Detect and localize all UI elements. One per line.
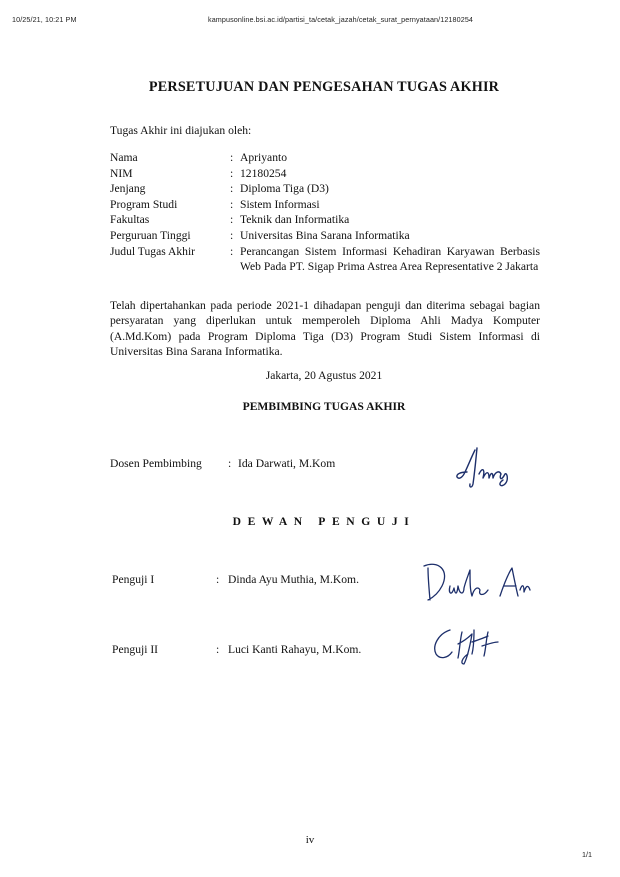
examiner-label: Penguji II bbox=[112, 643, 159, 656]
field-label: Jenjang bbox=[110, 182, 146, 196]
field-row-fakultas bbox=[110, 212, 540, 228]
field-colon: : bbox=[230, 213, 234, 227]
examiner-2-signature bbox=[428, 622, 508, 666]
approval-paragraph: Telah dipertahankan pada periode 2021-1 dihadapan penguji dan diterima sebagai bagian persyaratan yang diperlukan untuk memperoleh Diploma Ahli Madya Komputer (A.Md.Kom) pada Program Diploma Tiga (D3) Program Studi Sistem Informasi di Universitas Bina Sarana Informatika. bbox=[110, 299, 540, 359]
examiner-row-1 bbox=[112, 573, 392, 589]
examiners-heading: DEWAN PENGUJI bbox=[232, 515, 416, 528]
field-colon: : bbox=[230, 197, 234, 211]
field-colon: : bbox=[230, 166, 234, 180]
field-label: NIM bbox=[110, 166, 133, 180]
document-title: PERSETUJUAN DAN PENGESAHAN TUGAS AKHIR bbox=[148, 79, 500, 95]
supervisor-name: Ida Darwati, M.Kom bbox=[238, 457, 336, 470]
field-row-judul bbox=[110, 244, 540, 275]
examiner-1-signature bbox=[420, 556, 535, 608]
field-value: 12180254 bbox=[240, 166, 287, 180]
supervisor-signature bbox=[455, 444, 515, 492]
field-value: Teknik dan Informatika bbox=[240, 213, 350, 227]
intro-text: Tugas Akhir ini diajukan oleh: bbox=[110, 124, 252, 137]
field-colon: : bbox=[230, 228, 234, 242]
supervisor-label: Dosen Pembimbing bbox=[110, 457, 202, 470]
field-label: Nama bbox=[110, 151, 138, 164]
examiner-row-2 bbox=[112, 643, 392, 659]
field-value: Sistem Informasi bbox=[240, 197, 320, 211]
field-label: Program Studi bbox=[110, 197, 178, 211]
supervisor-row bbox=[110, 457, 370, 473]
examiner-colon: : bbox=[216, 573, 220, 586]
page-number-roman: iv bbox=[305, 834, 315, 846]
examiner-label: Penguji I bbox=[112, 573, 155, 586]
field-value: Diploma Tiga (D3) bbox=[240, 182, 329, 196]
page-counter: 1/1 bbox=[582, 850, 592, 859]
field-label: Perguruan Tinggi bbox=[110, 228, 191, 242]
supervisor-colon: : bbox=[228, 457, 232, 470]
student-info-table bbox=[110, 150, 540, 275]
supervisor-heading: PEMBIMBING TUGAS AKHIR bbox=[242, 400, 406, 413]
field-label: Fakultas bbox=[110, 213, 150, 227]
field-value: Apriyanto bbox=[240, 151, 288, 164]
field-row-nim bbox=[110, 166, 540, 182]
field-row-perguruan-tinggi bbox=[110, 228, 540, 244]
examiner-name: Dinda Ayu Muthia, M.Kom. bbox=[228, 573, 359, 586]
field-row-nama bbox=[110, 150, 540, 166]
field-row-program-studi bbox=[110, 197, 540, 213]
field-value: Perancangan Sistem Informasi Kehadiran Karyawan Berbasis Web Pada PT. Sigap Prima Astrea Area Representative 2 Jakarta bbox=[240, 244, 540, 274]
field-colon: : bbox=[230, 151, 234, 164]
place-date: Jakarta, 20 Agustus 2021 bbox=[265, 369, 383, 382]
examiner-name: Luci Kanti Rahayu, M.Kom. bbox=[228, 643, 362, 656]
field-colon: : bbox=[230, 182, 234, 196]
print-url: kampusonline.bsi.ac.id/partisi_ta/cetak_jazah/cetak_surat_pernyataan/12180254 bbox=[208, 15, 474, 24]
field-value: Universitas Bina Sarana Informatika bbox=[240, 228, 410, 242]
print-datetime: 10/25/21, 10:21 PM bbox=[12, 15, 77, 24]
field-row-jenjang bbox=[110, 181, 540, 197]
examiner-colon: : bbox=[216, 643, 220, 656]
field-colon: : bbox=[230, 244, 234, 258]
field-label: Judul Tugas Akhir bbox=[110, 244, 196, 258]
